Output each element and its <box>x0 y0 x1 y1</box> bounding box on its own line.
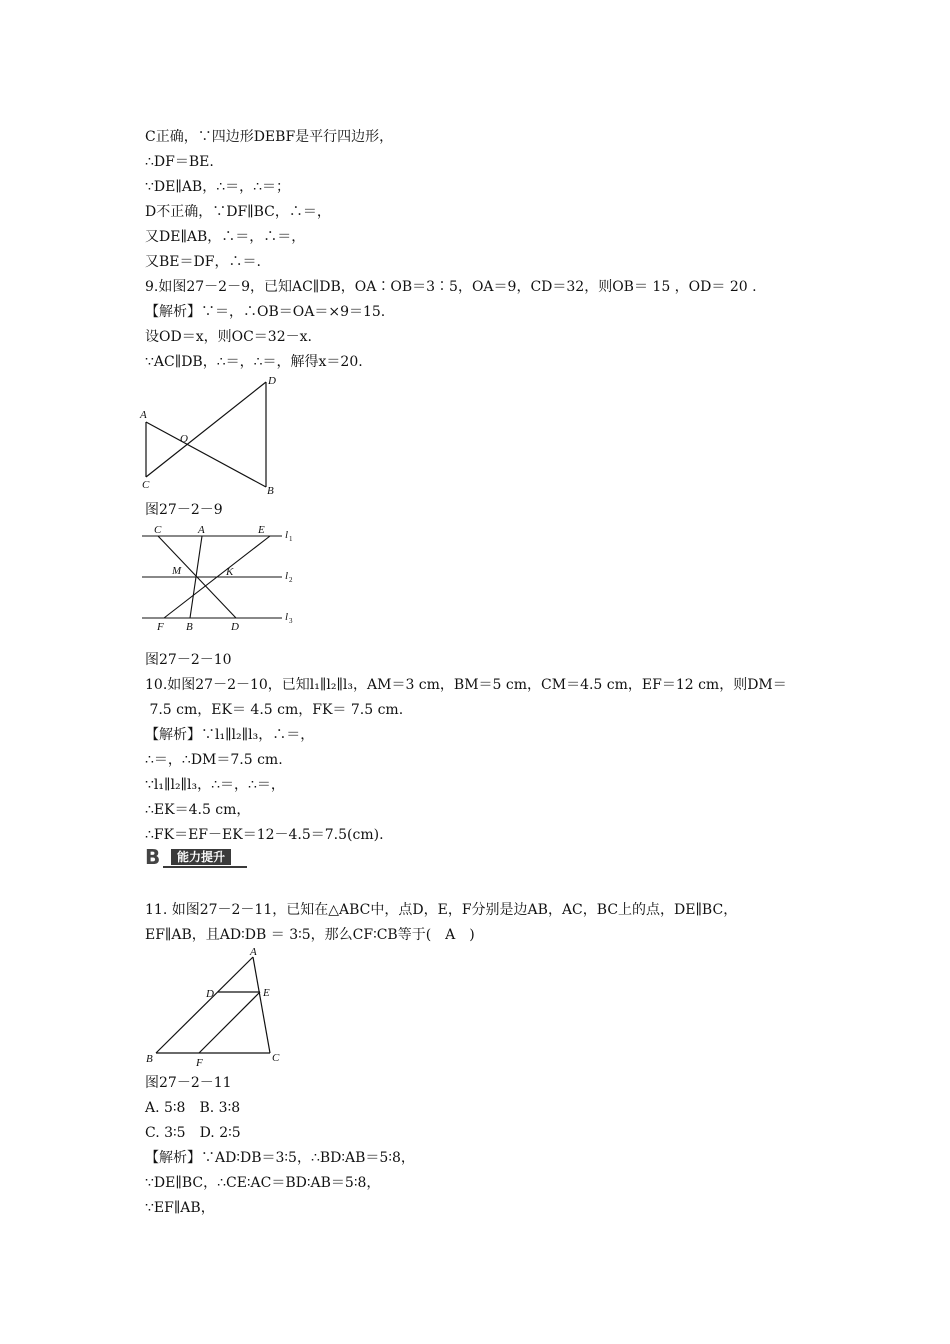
text-line: C正确，∵四边形DEBF是平行四边形， <box>145 129 394 145</box>
point-label: E <box>263 987 270 999</box>
figure-27-2-9 <box>140 372 290 497</box>
point-label: A <box>140 409 147 421</box>
text-line: D不正确，∵DF∥BC，∴＝， <box>145 204 331 220</box>
point-label: A <box>198 524 205 536</box>
point-label: D <box>206 988 214 1000</box>
figure-caption: 图27－2－11 <box>145 1075 232 1091</box>
line-label: l <box>285 529 289 541</box>
solution-line: ∵AC∥DB，∴＝，∴＝，解得x＝20. <box>145 354 363 370</box>
line-label: l <box>285 611 289 623</box>
line-subscript: 3 <box>289 617 293 625</box>
line-subscript: 1 <box>289 535 293 543</box>
point-label: B <box>146 1053 153 1065</box>
solution-line: ∴＝，∴DM＝7.5 cm. <box>145 752 283 768</box>
question-10: 10.如图27－2－10，已知l₁∥l₂∥l₃，AM＝3 cm，BM＝5 cm，CM＝4.5 cm，EF＝12 cm，则DM＝ <box>145 677 787 693</box>
badge-underline <box>163 866 247 868</box>
point-label: D <box>231 621 239 633</box>
point-label: O <box>180 433 188 445</box>
choice-line: C. 3∶5 D. 2∶5 <box>145 1125 241 1141</box>
solution-line: 设OD＝x，则OC＝32－x. <box>145 329 312 345</box>
point-label: B <box>267 485 274 497</box>
solution-line: ∴EK＝4.5 cm， <box>145 802 251 818</box>
point-label: F <box>196 1057 203 1069</box>
solution-line: 【解析】∵l₁∥l₂∥l₃，∴＝， <box>145 727 315 743</box>
point-label: C <box>272 1052 280 1064</box>
solution-line: ∵EF∥AB， <box>145 1200 215 1216</box>
point-label: C <box>142 479 150 491</box>
question-9: 9.如图27－2－9，已知AC∥DB，OA∶OB＝3∶5，OA＝9，CD＝32，则OB＝ 15 ，OD＝ 20 . <box>145 279 757 295</box>
point-label: M <box>172 565 182 577</box>
point-label: D <box>268 375 276 387</box>
line-subscript: 2 <box>289 576 293 584</box>
text-line: ∴DF＝BE. <box>145 154 214 170</box>
question-10-answers: 7.5 cm，EK＝ 4.5 cm，FK＝ 7.5 cm. <box>145 702 404 718</box>
point-label: A <box>250 946 257 958</box>
figure-caption: 图27－2－9 <box>145 502 223 518</box>
line-label: l <box>285 570 289 582</box>
figure-27-2-10 <box>140 520 300 640</box>
solution-line: ∵DE∥BC，∴CE∶AC＝BD∶AB＝5∶8， <box>145 1175 381 1191</box>
point-label: E <box>258 524 265 536</box>
point-label: F <box>157 621 164 633</box>
point-label: C <box>154 524 162 536</box>
solution-line: ∵l₁∥l₂∥l₃，∴＝，∴＝， <box>145 777 285 793</box>
text-line: ∵DE∥AB，∴＝，∴＝； <box>145 179 291 195</box>
text-line: 又BE＝DF，∴＝. <box>145 254 261 270</box>
point-label: K <box>226 566 234 578</box>
badge-label: 能力提升 <box>171 849 231 865</box>
ability-improvement-badge <box>145 846 247 868</box>
point-label: B <box>186 621 193 633</box>
text-line: 又DE∥AB，∴＝，∴＝， <box>145 229 306 245</box>
solution-line: 【解析】∵＝，∴OB＝OA＝×9＝15. <box>145 304 386 320</box>
figure-27-2-11 <box>140 945 300 1075</box>
question-11: 11. 如图27－2－11，已知在△ABC中，点D，E，F分别是边AB，AC，BC上的点，DE∥BC， <box>145 902 738 918</box>
badge-letter: B <box>145 845 161 869</box>
choice-line: A. 5∶8 B. 3∶8 <box>145 1100 241 1116</box>
solution-line: 【解析】∵AD∶DB＝3∶5，∴BD∶AB＝5∶8， <box>145 1150 415 1166</box>
question-11: EF∥AB，且AD∶DB ＝ 3∶5，那么CF∶CB等于( A ) <box>145 927 475 943</box>
solution-line: ∴FK＝EF－EK＝12－4.5＝7.5(cm). <box>145 827 384 843</box>
figure-caption: 图27－2－10 <box>145 652 232 668</box>
